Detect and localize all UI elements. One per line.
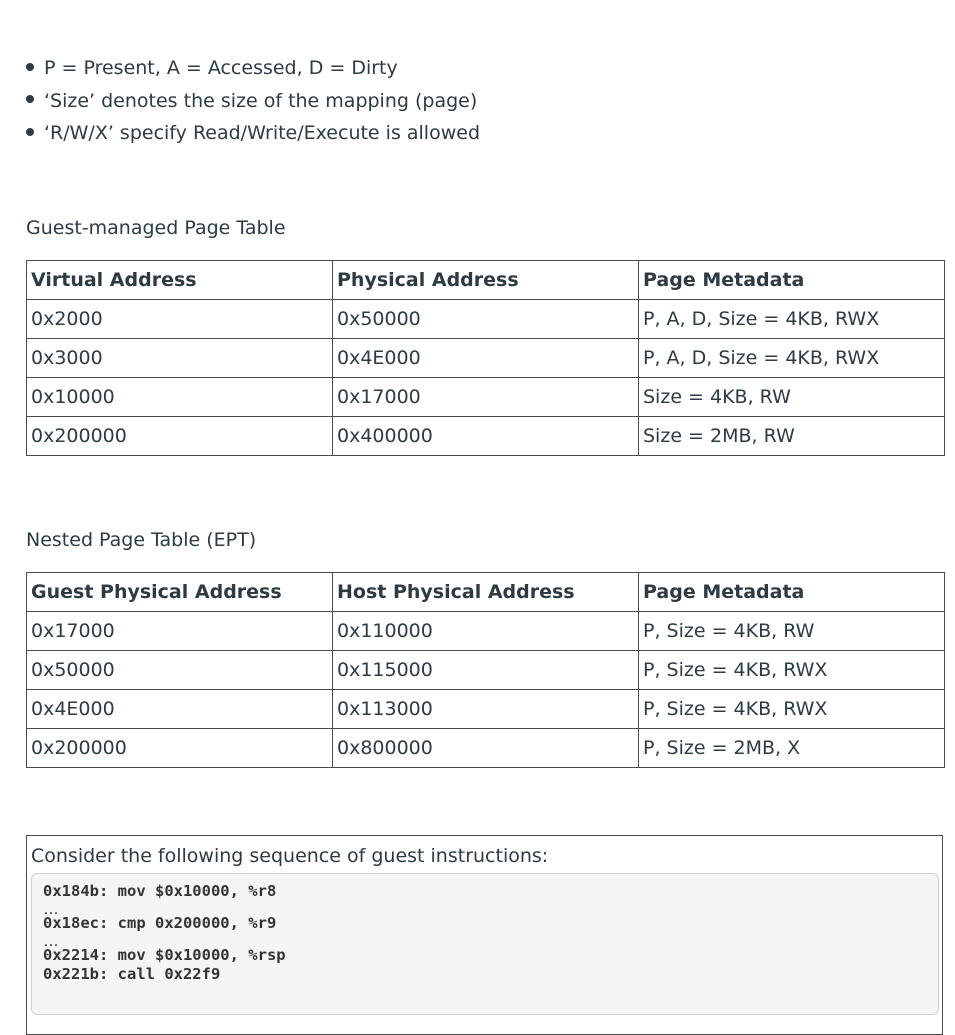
instructions-box — [26, 835, 943, 1035]
table-cell: 0x113000 — [333, 690, 639, 729]
table-cell: 0x10000 — [27, 378, 333, 417]
table-cell: Size = 2MB, RW — [639, 417, 945, 456]
guest-page-table — [26, 260, 945, 456]
code-line: 0x18ec: cmp 0x200000, %r9 — [43, 914, 277, 932]
nested-table-title: Nested Page Table (EPT) — [26, 529, 257, 551]
table-cell: Size = 4KB, RW — [639, 378, 945, 417]
table-row — [27, 300, 945, 339]
table-row — [27, 612, 945, 651]
table-row — [27, 729, 945, 768]
code-line: 0x221b: call 0x22f9 — [43, 965, 221, 983]
table-cell: 0x17000 — [333, 378, 639, 417]
table-cell: 0x200000 — [27, 417, 333, 456]
table-cell: 0x4E000 — [333, 339, 639, 378]
table-cell: P, Size = 4KB, RW — [639, 612, 945, 651]
table-cell: 0x800000 — [333, 729, 639, 768]
table-cell: P, A, D, Size = 4KB, RWX — [639, 300, 945, 339]
table-header-row — [27, 573, 945, 612]
table-cell: 0x4E000 — [27, 690, 333, 729]
table-cell: 0x110000 — [333, 612, 639, 651]
column-header: Guest Physical Address — [27, 573, 333, 612]
instructions-intro: Consider the following sequence of guest instructions: — [31, 845, 549, 867]
guest-table-title: Guest-managed Page Table — [26, 217, 286, 239]
code-block — [31, 873, 939, 1015]
column-header: Page Metadata — [639, 573, 945, 612]
column-header: Physical Address — [333, 261, 639, 300]
code-line: 0x2214: mov $0x10000, %rsp — [43, 946, 286, 964]
table-row — [27, 378, 945, 417]
table-row — [27, 417, 945, 456]
bullet-icon — [26, 95, 34, 103]
table-header-row — [27, 261, 945, 300]
table-cell: 0x200000 — [27, 729, 333, 768]
table-cell: 0x17000 — [27, 612, 333, 651]
table-cell: P, Size = 4KB, RWX — [639, 690, 945, 729]
legend-item-text: ‘Size’ denotes the size of the mapping (page) — [44, 89, 478, 112]
table-cell: P, Size = 2MB, X — [639, 729, 945, 768]
code-ellipsis: ... — [43, 938, 59, 949]
table-cell: 0x400000 — [333, 417, 639, 456]
table-row — [27, 651, 945, 690]
table-row — [27, 690, 945, 729]
bullet-icon — [26, 128, 34, 136]
legend-item — [26, 117, 480, 150]
legend-item — [26, 52, 480, 85]
code-line: 0x184b: mov $0x10000, %r8 — [43, 882, 277, 900]
legend-item-text: ‘R/W/X’ specify Read/Write/Execute is allowed — [44, 122, 480, 144]
bullet-icon — [26, 63, 34, 71]
legend-list — [26, 52, 480, 150]
table-row — [27, 339, 945, 378]
legend-item — [26, 85, 480, 118]
table-cell: 0x115000 — [333, 651, 639, 690]
column-header: Virtual Address — [27, 261, 333, 300]
table-cell: P, A, D, Size = 4KB, RWX — [639, 339, 945, 378]
column-header: Host Physical Address — [333, 573, 639, 612]
table-cell: 0x3000 — [27, 339, 333, 378]
table-cell: P, Size = 4KB, RWX — [639, 651, 945, 690]
legend-item-text: P = Present, A = Accessed, D = Dirty — [44, 57, 398, 79]
table-cell: 0x50000 — [333, 300, 639, 339]
table-cell: 0x50000 — [27, 651, 333, 690]
table-cell: 0x2000 — [27, 300, 333, 339]
column-header: Page Metadata — [639, 261, 945, 300]
code-ellipsis: ... — [43, 906, 59, 917]
nested-page-table — [26, 572, 945, 768]
